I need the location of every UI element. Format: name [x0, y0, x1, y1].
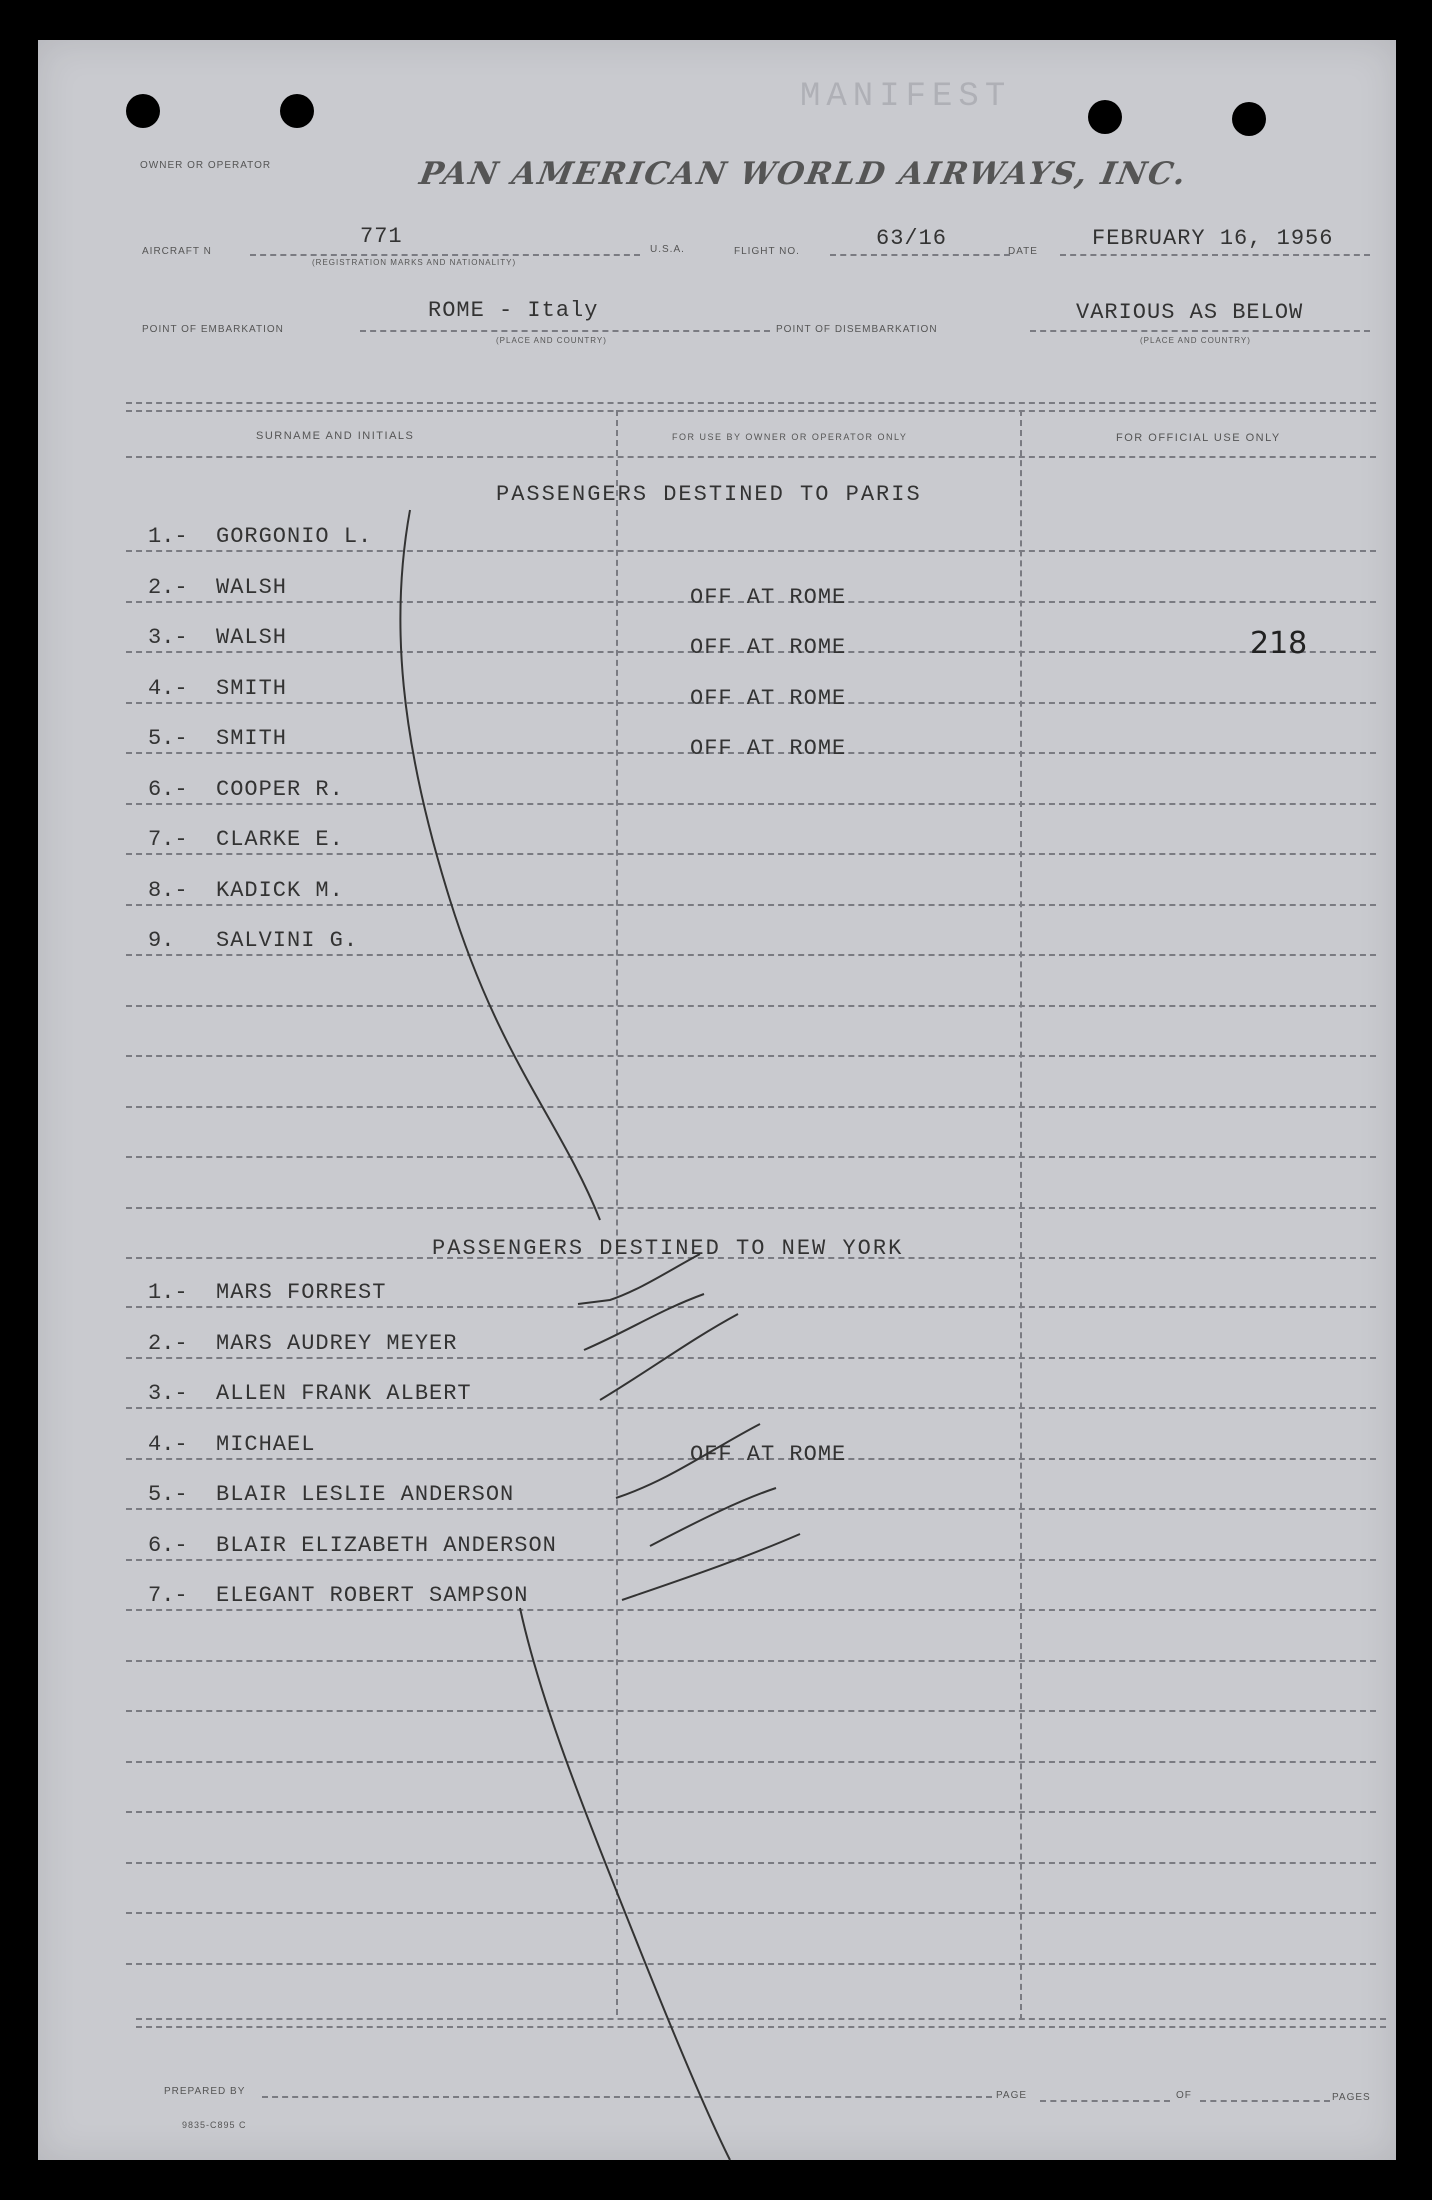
passenger-number: 2.- — [148, 574, 188, 600]
passenger-number: 8.- — [148, 877, 188, 903]
passenger-number: 1.- — [148, 1280, 188, 1305]
owner-label: OWNER OR OPERATOR — [140, 160, 272, 171]
passenger-name: COOPER R. — [216, 776, 344, 802]
operator-note: OFF AT ROME — [690, 584, 847, 610]
embark-label: POINT OF EMBARKATION — [142, 324, 284, 335]
passenger-name: SMITH — [216, 675, 288, 701]
passenger-number: 6.- — [148, 776, 188, 802]
check-mark — [584, 1294, 704, 1350]
flight-date: FEBRUARY 16, 1956 — [1092, 226, 1334, 251]
aircraft-label: AIRCRAFT N — [142, 246, 212, 257]
passenger-name: MARS AUDREY MEYER — [216, 1330, 458, 1356]
passenger-number: 7.- — [148, 1583, 188, 1608]
pages-label: PAGES — [1332, 2092, 1371, 2103]
check-mark — [600, 1314, 738, 1400]
operator-note: OFF AT ROME — [690, 685, 847, 711]
passenger-number: 5.- — [148, 726, 188, 751]
usa-label: U.S.A. — [650, 244, 685, 255]
passenger-number: 3.- — [148, 625, 188, 650]
official-mark: 218 — [1250, 626, 1308, 661]
passenger-name: WALSH — [216, 574, 288, 600]
passenger-name: ALLEN FRANK ALBERT — [216, 1381, 472, 1406]
passenger-number: 5.- — [148, 1482, 188, 1507]
passenger-number: 4.- — [148, 675, 188, 701]
pencil-line-bottom — [520, 1608, 730, 2160]
passenger-number: 7.- — [148, 827, 188, 852]
column-header-official: FOR OFFICIAL USE ONLY — [1116, 432, 1281, 444]
of-label: OF — [1176, 2090, 1192, 2101]
form-number: 9835-C895 C — [182, 2120, 247, 2130]
check-mark — [650, 1488, 776, 1546]
passenger-number: 3.- — [148, 1381, 188, 1406]
passenger-name: CLARKE E. — [216, 827, 344, 852]
disembark-label: POINT OF DISEMBARKATION — [776, 324, 938, 335]
passenger-name: KADICK M. — [216, 877, 344, 903]
operator-note: OFF AT ROME — [690, 635, 847, 660]
registration-label: (REGISTRATION MARKS AND NATIONALITY) — [312, 258, 517, 267]
passenger-number: 6.- — [148, 1532, 188, 1558]
faded-form-title: MANIFEST — [800, 78, 1012, 116]
column-header-operator: FOR USE BY OWNER OR OPERATOR ONLY — [672, 432, 908, 442]
disembark-place-label: (PLACE AND COUNTRY) — [1140, 336, 1251, 345]
passenger-name: GORGONIO L. — [216, 524, 373, 549]
passenger-name: MARS FORREST — [216, 1280, 387, 1305]
passenger-name: SALVINI G. — [216, 928, 359, 953]
embark-value: ROME - Italy — [428, 298, 599, 323]
passenger-name: BLAIR LESLIE ANDERSON — [216, 1482, 515, 1507]
check-mark — [622, 1534, 800, 1600]
passenger-name: WALSH — [216, 625, 288, 650]
passenger-name: ELEGANT ROBERT SAMPSON — [216, 1583, 529, 1608]
passenger-number: 9. — [148, 928, 175, 953]
passenger-number: 2.- — [148, 1330, 188, 1356]
operator-note: OFF AT ROME — [690, 1441, 847, 1467]
aircraft-number: 771 — [360, 224, 403, 249]
passenger-number: 1.- — [148, 524, 188, 549]
airline-name: PAN AMERICAN WORLD AIRWAYS, INC. — [416, 156, 1191, 192]
operator-note: OFF AT ROME — [690, 736, 847, 761]
check-mark — [578, 1254, 700, 1304]
passenger-name: BLAIR ELIZABETH ANDERSON — [216, 1532, 557, 1558]
paris-section-heading: PASSENGERS DESTINED TO PARIS — [496, 482, 922, 507]
flight-label: FLIGHT NO. — [734, 246, 800, 257]
passenger-name: SMITH — [216, 726, 288, 751]
passenger-name: MICHAEL — [216, 1431, 316, 1457]
disembark-value: VARIOUS AS BELOW — [1076, 300, 1304, 325]
passenger-number: 4.- — [148, 1431, 188, 1457]
newyork-section-heading: PASSENGERS DESTINED TO NEW YORK — [432, 1236, 904, 1261]
check-mark — [616, 1424, 760, 1498]
page-label: PAGE — [996, 2090, 1028, 2101]
date-label: DATE — [1008, 246, 1038, 257]
embark-place-label: (PLACE AND COUNTRY) — [496, 336, 607, 345]
pencil-line-paris — [400, 510, 600, 1220]
prepared-by-label: PREPARED BY — [164, 2086, 246, 2097]
flight-number: 63/16 — [876, 226, 948, 251]
column-header-surname: SURNAME AND INITIALS — [256, 430, 415, 442]
